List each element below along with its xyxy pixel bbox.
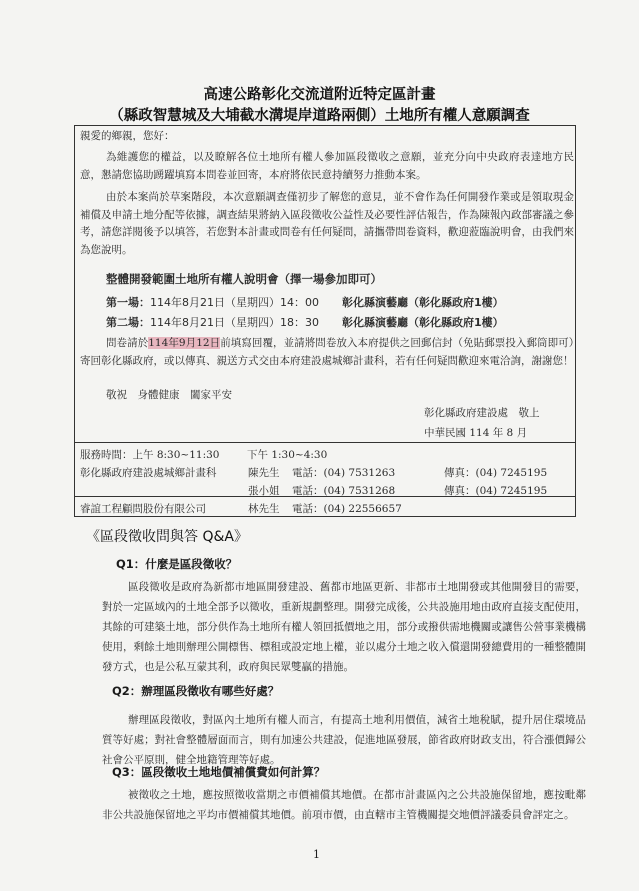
- contact-row-1-fax: 傳真：(04) 7245195: [444, 467, 548, 479]
- contact-row-1-name: 陳先生: [248, 467, 280, 479]
- letter-closing: 敬祝 身體健康 闔家平安: [106, 389, 232, 401]
- contact-org-2: 睿誼工程顧問股份有限公司: [80, 503, 206, 515]
- contact-row-2-fax: 傳真：(04) 7245195: [444, 485, 548, 497]
- letter-paragraph-2: 由於本案尚於草案階段，本次意願調查僅初步了解您的意見，並不會作為任何開發作業或是領取現金補償及申請土地分配等依據，調查結果將納入區段徵收公益性及必要性評估報告，作為陳報內政部審議之參考，請您詳閱後予以填答，若您對本計畫或問卷有任何疑問，請攜帶問卷資料，歡迎蒞臨說明會，由我們來為您說明。: [80, 191, 574, 256]
- question-1: Q1：什麼是區段徵收？: [116, 557, 238, 571]
- answer-3: 被徵收之土地，應按照徵收當期之市價補償其地價。在都市計畫區內之公共設施保留地，應按毗鄰非公共設施保留地之平均市價補償其地價。前項市價，由直轄市主管機關提交地價評議委員會評定之。: [102, 789, 586, 821]
- question-3: Q3：區段徵收土地地價補償費如何計算？: [112, 765, 326, 779]
- document-title-line1: 高速公路彰化交流道附近特定區計畫: [203, 87, 436, 103]
- session-1-venue: 彰化縣演藝廳（彰化縣政府1樓）: [342, 296, 504, 309]
- return-instructions: 問卷請於114年9月12日前填寫回覆，並請將問卷放入本府提供之回郵信封（免貼郵票投入郵筒即可）寄回彰化縣政府，或以傳真、親送方式交由本府建設處城鄉計畫科，若有任何疑問歡迎來電洽詢，謝謝您！: [80, 337, 574, 367]
- session-2-time: 114年8月21日（星期四）18：30: [150, 316, 319, 329]
- answer-1: 區段徵收是政府為新都市地區開發建設、舊都市地區更新、非都市土地開發或其他開發目的需要，對於一定區域內的土地全部予以徵收，重新規劃整理。開發完成後，公共設施用地由政府直接支配使用，其餘的可建築土地，部分供作為土地所有權人領回抵價地之用，部分或撥供需地機關或讓售公營事業機構使用，剩餘土地則辦理公開標售、標租或設定地上權，並以處分土地之收入償還開發總費用的一種整體開發方式，也是公私互蒙其利，政府與民眾雙贏的措施。: [102, 581, 586, 673]
- page-number: 1: [313, 848, 320, 861]
- qa-section-title: 《區段徵收問與答 Q&A》: [86, 529, 248, 545]
- service-hours-am: 服務時間：上午 8:30~11:30: [80, 449, 220, 461]
- letter-date: 中華民國 114 年 8 月: [424, 427, 528, 439]
- return-deadline-highlight: 114年9月12日: [148, 337, 221, 349]
- contact-row-2-name: 張小姐: [248, 485, 280, 497]
- question-2: Q2：辦理區段徵收有哪些好處？: [112, 684, 280, 698]
- contact-row-2-phone: 電話：(04) 7531268: [292, 485, 396, 497]
- answer-2: 辦理區段徵收，對區內土地所有權人而言，有提高土地利用價值，減省土地稅賦，提升居住環境品質等好處；對社會整體層面而言，則有加速公共建設，促進地區發展，節省政府財政支出，符合漲價歸公社會公平原則，健全地籍管理等好處。: [102, 714, 586, 766]
- session-1-time: 114年8月21日（星期四）14：00: [150, 296, 319, 309]
- letter-greeting: 親愛的鄉親，您好：: [80, 130, 175, 142]
- session-2-venue: 彰化縣演藝廳（彰化縣政府1樓）: [342, 316, 504, 329]
- contact-divider-middle: [74, 496, 576, 497]
- document-title-line2: （縣政智慧城及大埔截水溝堤岸道路兩側）土地所有權人意願調查: [109, 108, 530, 124]
- contact-row-1-phone: 電話：(04) 7531263: [292, 467, 396, 479]
- contact-row-3-phone: 電話：(04) 22556657: [292, 503, 402, 515]
- service-hours-pm: 下午 1:30~4:30: [247, 449, 328, 461]
- contact-row-3-name: 林先生: [248, 503, 280, 515]
- session-2: [106, 314, 319, 330]
- session-1: [106, 294, 319, 310]
- session-1-label: 第一場：: [106, 296, 150, 309]
- session-2-label: 第二場：: [106, 316, 150, 329]
- contact-divider-top: [74, 442, 576, 443]
- letter-paragraph-1: 為維護您的權益，以及瞭解各位土地所有權人參加區段徵收之意願，並充分向中央政府表達地方民意，懇請您協助踴躍填寫本問卷並回寄，本府將依民意持續努力推動本案。: [80, 151, 574, 181]
- contact-org-1: 彰化縣政府建設處城鄉計畫科: [80, 467, 217, 479]
- letter-sender: 彰化縣政府建設處 敬上: [424, 407, 540, 419]
- session-title: 整體開發範圍土地所有權人說明會（擇一場參加即可）: [106, 272, 382, 286]
